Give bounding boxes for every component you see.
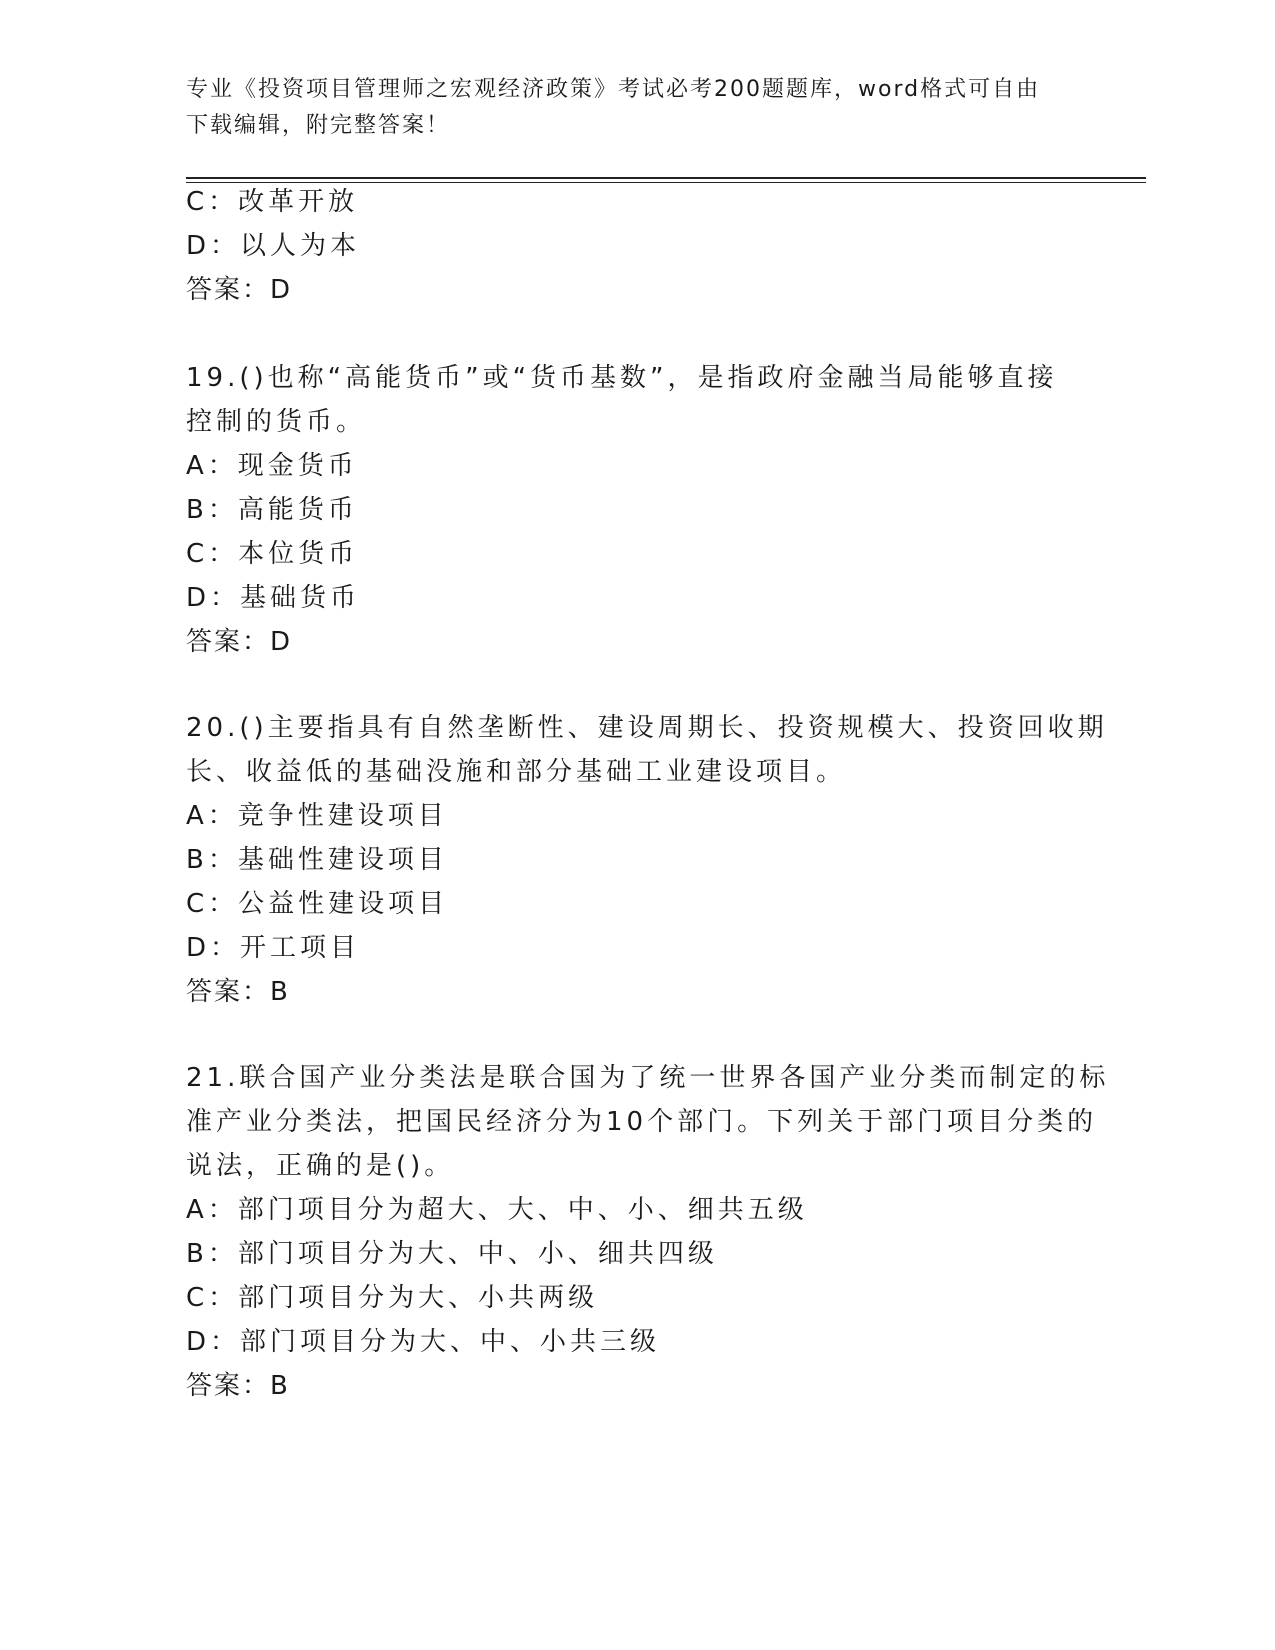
- q19-option-a: A：现金货币: [186, 451, 358, 481]
- prev-option-d: D：以人为本: [186, 231, 361, 261]
- q21-answer: 答案：B: [186, 1371, 290, 1401]
- q19-option-b: B：高能货币: [186, 495, 358, 525]
- q21-stem-line-1: 21.联合国产业分类法是联合国为了统一世界各国产业分类而制定的标: [186, 1063, 1110, 1093]
- q21-stem-line-2: 准产业分类法，把国民经济分为10个部门。下列关于部门项目分类的: [186, 1107, 1098, 1137]
- q21-option-a: A：部门项目分为超大、大、中、小、细共五级: [186, 1195, 808, 1225]
- q21-option-c: C：部门项目分为大、小共两级: [186, 1283, 599, 1313]
- q19-stem-line-2: 控制的货币。: [186, 407, 367, 437]
- document-header: [186, 72, 1086, 144]
- q20-option-c: C：公益性建设项目: [186, 889, 449, 919]
- q20-option-a: A：竞争性建设项目: [186, 801, 448, 831]
- q20-option-b: B：基础性建设项目: [186, 845, 448, 875]
- q21-option-d: D：部门项目分为大、中、小共三级: [186, 1327, 661, 1357]
- header-divider: [186, 177, 1146, 179]
- q19-stem-line-1: 19.()也称“高能货币”或“货币基数”，是指政府金融当局能够直接: [186, 363, 1058, 393]
- q21-stem-line-3: 说法，正确的是()。: [186, 1151, 455, 1181]
- header-line-1: 专业《投资项目管理师之宏观经济政策》考试必考200题题库，word格式可自由: [186, 77, 1041, 102]
- q20-answer: 答案：B: [186, 977, 290, 1007]
- prev-option-c: C：改革开放: [186, 187, 359, 217]
- q20-option-d: D：开工项目: [186, 933, 361, 963]
- q21-option-b: B：部门项目分为大、中、小、细共四级: [186, 1239, 718, 1269]
- q20-stem-line-2: 长、收益低的基础没施和部分基础工业建设项目。: [186, 757, 847, 787]
- header-line-2: 下载编辑，附完整答案！: [186, 113, 451, 138]
- q19-answer: 答案：D: [186, 627, 293, 657]
- prev-answer: 答案：D: [186, 275, 293, 305]
- q19-option-d: D：基础货币: [186, 583, 361, 613]
- q20-stem-line-1: 20.()主要指具有自然垄断性、建设周期长、投资规模大、投资回收期: [186, 713, 1108, 743]
- q19-option-c: C：本位货币: [186, 539, 359, 569]
